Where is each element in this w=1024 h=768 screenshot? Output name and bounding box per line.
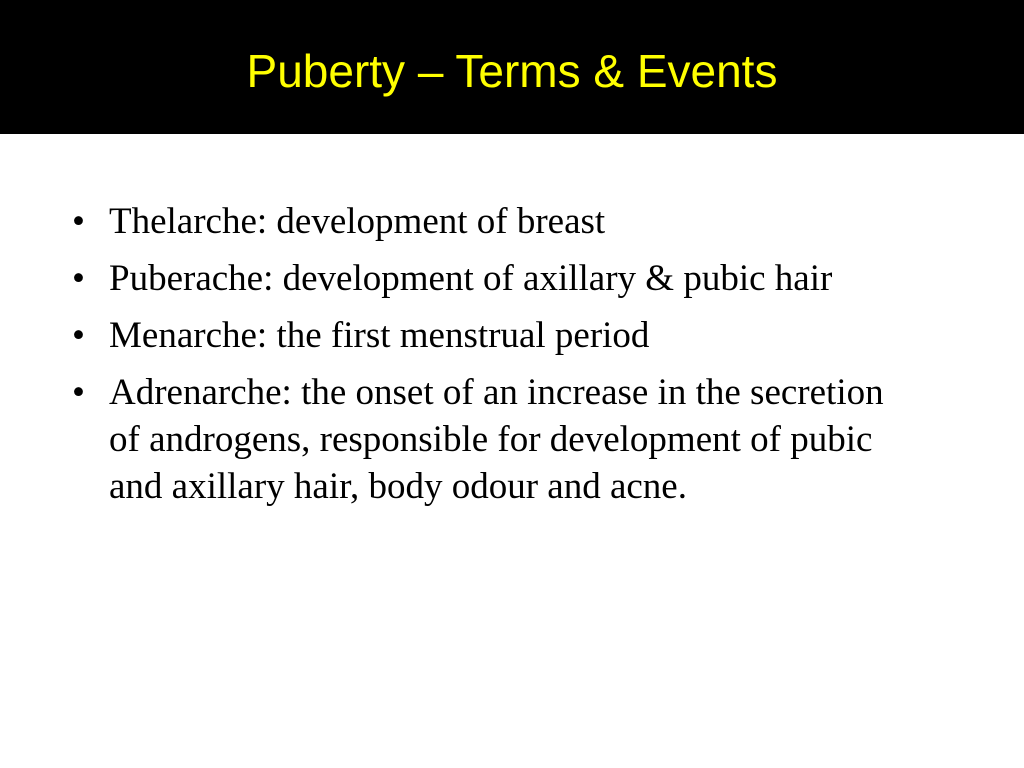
bullet-text: Thelarche: development of breast <box>109 201 606 242</box>
bullet-item-puberache <box>72 255 892 302</box>
bullet-item-thelarche <box>72 198 892 245</box>
bullet-icon: • <box>72 258 85 299</box>
title-bar <box>0 0 1024 134</box>
bullet-text: Adrenarche: the onset of an increase in the secretion of androgens, responsible for development of pubic and axillary hair, body odour and acne. <box>109 372 884 507</box>
bullet-text: Puberache: development of axillary & pubic hair <box>109 258 833 299</box>
bullet-icon: • <box>72 372 85 413</box>
slide-title: Puberty – Terms & Events <box>246 45 778 97</box>
bullet-text: Menarche: the first menstrual period <box>109 315 650 356</box>
bullet-item-menarche <box>72 312 892 359</box>
bullet-icon: • <box>72 315 85 356</box>
bullet-icon: • <box>72 201 85 242</box>
bullet-list <box>72 198 892 520</box>
bullet-item-adrenarche <box>72 369 892 510</box>
